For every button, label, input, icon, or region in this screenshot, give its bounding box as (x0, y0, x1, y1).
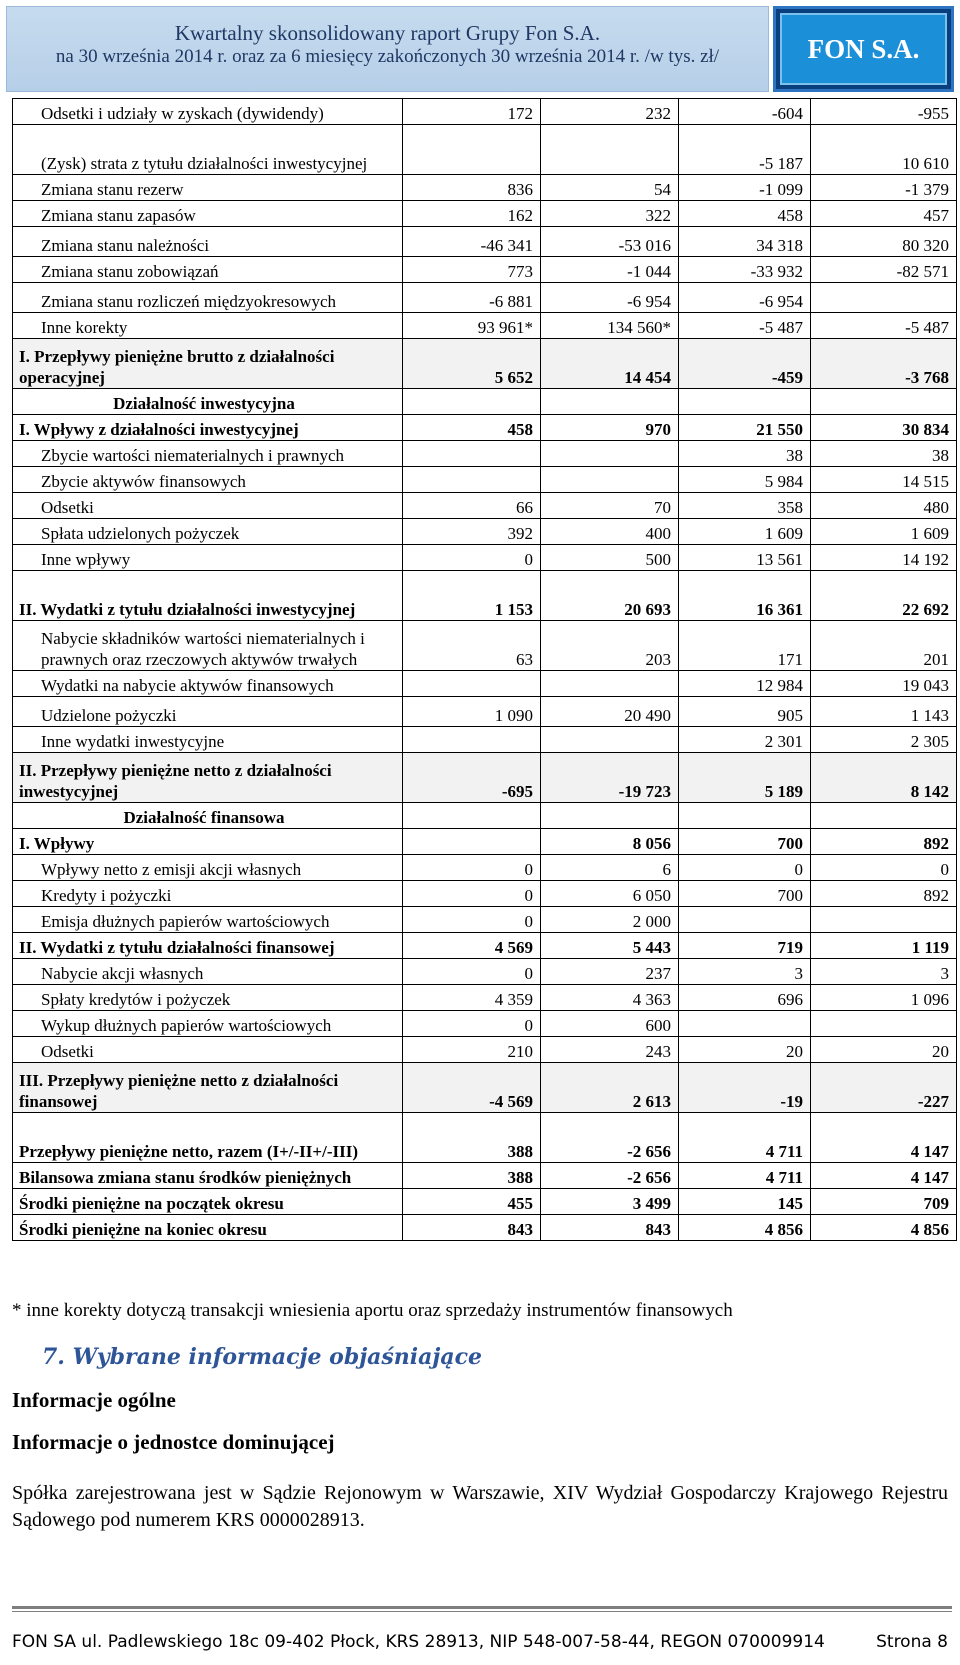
cell-value (811, 907, 957, 933)
cell-value: -5 487 (811, 313, 957, 339)
cell-value: 54 (541, 175, 679, 201)
cell-value: 172 (403, 99, 541, 125)
cell-value: 34 318 (679, 227, 811, 257)
cell-value: 458 (403, 415, 541, 441)
cell-value: 0 (403, 907, 541, 933)
cell-value: -33 932 (679, 257, 811, 283)
row-label: Spłata udzielonych pożyczek (13, 519, 403, 545)
cell-value (403, 125, 541, 175)
cell-value: 6 050 (541, 881, 679, 907)
table-row (13, 803, 957, 829)
cell-value: -955 (811, 99, 957, 125)
table-row (13, 125, 957, 175)
cell-value (403, 671, 541, 697)
cell-value: 4 359 (403, 985, 541, 1011)
cell-value (811, 283, 957, 313)
cell-value: 843 (403, 1215, 541, 1241)
cell-value: 203 (541, 621, 679, 671)
cell-value (403, 441, 541, 467)
cell-value: -2 656 (541, 1163, 679, 1189)
cell-value: 13 561 (679, 545, 811, 571)
row-label: Zmiana stanu rezerw (13, 175, 403, 201)
cell-value: 210 (403, 1037, 541, 1063)
cell-value: 0 (403, 881, 541, 907)
cell-value: -5 187 (679, 125, 811, 175)
cell-value: 892 (811, 829, 957, 855)
cell-value (541, 467, 679, 493)
cell-value: 80 320 (811, 227, 957, 257)
cell-value: -1 044 (541, 257, 679, 283)
cell-value: 600 (541, 1011, 679, 1037)
cell-value: 134 560* (541, 313, 679, 339)
page-header (6, 6, 954, 92)
row-label: (Zysk) strata z tytułu działalności inwestycyjnej (13, 125, 403, 175)
cell-value: 14 515 (811, 467, 957, 493)
cell-value: 10 610 (811, 125, 957, 175)
table-row (13, 467, 957, 493)
company-logo (773, 6, 954, 92)
cell-value: 14 192 (811, 545, 957, 571)
cell-value: 700 (679, 829, 811, 855)
company-address: FON SA ul. Padlewskiego 18c 09-402 Płock, KRS 28913, NIP 548-007-58-44, REGON 070009914 (12, 1632, 825, 1652)
cell-value: 20 (679, 1037, 811, 1063)
table-row (13, 959, 957, 985)
cell-value: 20 693 (541, 571, 679, 621)
row-label: Zbycie wartości niematerialnych i prawnych (13, 441, 403, 467)
table-footnote: * inne korekty dotyczą transakcji wniesienia aportu oraz sprzedaży instrumentów finansowych (12, 1300, 733, 1321)
cell-value: 905 (679, 697, 811, 727)
cell-value: 2 613 (541, 1063, 679, 1113)
cell-value: 773 (403, 257, 541, 283)
cell-value: 66 (403, 493, 541, 519)
cell-value: -1 379 (811, 175, 957, 201)
row-label: Inne korekty (13, 313, 403, 339)
cell-value: 1 119 (811, 933, 957, 959)
row-label: Nabycie akcji własnych (13, 959, 403, 985)
table-row (13, 933, 957, 959)
row-label: Kredyty i pożyczki (13, 881, 403, 907)
cell-value: 709 (811, 1189, 957, 1215)
row-label: Środki pieniężne na początek okresu (13, 1189, 403, 1215)
cell-value: 1 090 (403, 697, 541, 727)
row-label: Wykup dłużnych papierów wartościowych (13, 1011, 403, 1037)
footer-divider (12, 1606, 952, 1609)
cell-value: -3 768 (811, 339, 957, 389)
row-label: Inne wpływy (13, 545, 403, 571)
table-row (13, 257, 957, 283)
cell-value: -459 (679, 339, 811, 389)
report-title: Kwartalny skonsolidowany raport Grupy Fon S.A. (174, 21, 601, 45)
table-row (13, 1037, 957, 1063)
row-label: II. Przepływy pieniężne netto z działalności inwestycyjnej (13, 753, 403, 803)
cell-value: 38 (679, 441, 811, 467)
cell-value: 843 (541, 1215, 679, 1241)
cell-value: 22 692 (811, 571, 957, 621)
cell-value: 3 (679, 959, 811, 985)
cell-value (541, 125, 679, 175)
cell-value: 4 856 (811, 1215, 957, 1241)
cell-value: 0 (403, 959, 541, 985)
table-row (13, 227, 957, 257)
cell-value: 162 (403, 201, 541, 227)
cell-value: 500 (541, 545, 679, 571)
cell-value: 30 834 (811, 415, 957, 441)
cell-value: 1 153 (403, 571, 541, 621)
cell-value: 4 569 (403, 933, 541, 959)
table-row (13, 985, 957, 1011)
cell-value: 5 652 (403, 339, 541, 389)
cell-value: 836 (403, 175, 541, 201)
row-label: Wpływy netto z emisji akcji własnych (13, 855, 403, 881)
table-row (13, 727, 957, 753)
cell-value (679, 907, 811, 933)
row-label: II. Wydatki z tytułu działalności inwestycyjnej (13, 571, 403, 621)
cell-value: 4 363 (541, 985, 679, 1011)
cell-value: 4 711 (679, 1163, 811, 1189)
cell-value: -604 (679, 99, 811, 125)
cell-value: 400 (541, 519, 679, 545)
cell-value: 480 (811, 493, 957, 519)
row-label: II. Wydatki z tytułu działalności finansowej (13, 933, 403, 959)
row-label: Emisja dłużnych papierów wartościowych (13, 907, 403, 933)
cell-value: 458 (679, 201, 811, 227)
cell-value: 21 550 (679, 415, 811, 441)
cell-value: -6 954 (679, 283, 811, 313)
cell-value: 171 (679, 621, 811, 671)
row-label: Spłaty kredytów i pożyczek (13, 985, 403, 1011)
table-row (13, 313, 957, 339)
cell-value: 145 (679, 1189, 811, 1215)
table-row (13, 1063, 957, 1113)
table-row (13, 201, 957, 227)
cell-value: 358 (679, 493, 811, 519)
cell-value: 0 (811, 855, 957, 881)
cell-value (541, 727, 679, 753)
cell-value (403, 727, 541, 753)
cell-value: 3 499 (541, 1189, 679, 1215)
table-row (13, 519, 957, 545)
cash-flow-table (12, 98, 957, 1241)
row-label: Zmiana stanu zapasów (13, 201, 403, 227)
cell-value: 8 056 (541, 829, 679, 855)
row-label: Środki pieniężne na koniec okresu (13, 1215, 403, 1241)
row-label: III. Przepływy pieniężne netto z działalności finansowej (13, 1063, 403, 1113)
page-footer (12, 1632, 952, 1652)
table-row (13, 175, 957, 201)
cell-value: 388 (403, 1113, 541, 1163)
cell-value: 970 (541, 415, 679, 441)
cell-value: 16 361 (679, 571, 811, 621)
row-label: Nabycie składników wartości niematerialnych i prawnych oraz rzeczowych aktywów trwałych (13, 621, 403, 671)
cell-value: 63 (403, 621, 541, 671)
cell-value: 2 301 (679, 727, 811, 753)
page-number: Strona 8 (876, 1632, 948, 1652)
cell-value: 232 (541, 99, 679, 125)
cell-value: -6 954 (541, 283, 679, 313)
cell-value: 2 305 (811, 727, 957, 753)
cell-value (811, 1011, 957, 1037)
cell-value: 892 (811, 881, 957, 907)
row-label: I. Przepływy pieniężne brutto z działalności operacyjnej (13, 339, 403, 389)
row-label: Odsetki (13, 493, 403, 519)
cell-value: 1 143 (811, 697, 957, 727)
row-label: Wydatki na nabycie aktywów finansowych (13, 671, 403, 697)
registration-paragraph: Spółka zarejestrowana jest w Sądzie Rejonowym w Warszawie, XIV Wydział Gospodarczy Krajowego Rejestru Sądowego pod numerem KRS 0000028913. (12, 1482, 948, 1531)
table-row (13, 671, 957, 697)
cell-value: 4 711 (679, 1113, 811, 1163)
cell-value: 19 043 (811, 671, 957, 697)
cell-value: 457 (811, 201, 957, 227)
cell-value: 93 961* (403, 313, 541, 339)
cell-value: 700 (679, 881, 811, 907)
table-row (13, 99, 957, 125)
cell-value: 0 (403, 1011, 541, 1037)
table-row (13, 753, 957, 803)
cell-value: 20 (811, 1037, 957, 1063)
table-row (13, 1163, 957, 1189)
table-row (13, 1011, 957, 1037)
row-label: Zmiana stanu rozliczeń międzyokresowych (13, 283, 403, 313)
cell-value: 4 856 (679, 1215, 811, 1241)
report-subtitle: na 30 września 2014 r. oraz za 6 miesięcy zakończonych 30 września 2014 r. /w tys. zł/ (55, 46, 720, 67)
row-label: Zbycie aktywów finansowych (13, 467, 403, 493)
footer-divider-thin (12, 1611, 952, 1612)
cell-value (541, 441, 679, 467)
row-label: Udzielone pożyczki (13, 697, 403, 727)
cell-value (403, 829, 541, 855)
cell-value: 6 (541, 855, 679, 881)
cell-value: 5 189 (679, 753, 811, 803)
cell-value: 388 (403, 1163, 541, 1189)
table-row (13, 493, 957, 519)
table-row (13, 441, 957, 467)
table-row (13, 881, 957, 907)
table-row (13, 339, 957, 389)
section-label: Działalność inwestycyjna (13, 389, 403, 415)
cell-value: -227 (811, 1063, 957, 1113)
cell-value: 0 (403, 855, 541, 881)
cell-value: 243 (541, 1037, 679, 1063)
table-row (13, 855, 957, 881)
table-row (13, 389, 957, 415)
cell-value: -46 341 (403, 227, 541, 257)
row-label: Odsetki (13, 1037, 403, 1063)
cell-value: -5 487 (679, 313, 811, 339)
cell-value: 12 984 (679, 671, 811, 697)
cell-value: -19 723 (541, 753, 679, 803)
header-banner (6, 6, 769, 92)
table-row (13, 571, 957, 621)
cell-value: 1 096 (811, 985, 957, 1011)
cell-value: 322 (541, 201, 679, 227)
cell-value (679, 1011, 811, 1037)
cell-value: 3 (811, 959, 957, 985)
cell-value: 38 (811, 441, 957, 467)
row-label: I. Wpływy (13, 829, 403, 855)
row-label: Bilansowa zmiana stanu środków pieniężnych (13, 1163, 403, 1189)
table-row (13, 1215, 957, 1241)
cell-value: 237 (541, 959, 679, 985)
cell-value: -4 569 (403, 1063, 541, 1113)
cell-value: 70 (541, 493, 679, 519)
cell-value: 2 000 (541, 907, 679, 933)
table-row (13, 415, 957, 441)
row-label: Zmiana stanu należności (13, 227, 403, 257)
cell-value: -2 656 (541, 1113, 679, 1163)
section-label: Działalność finansowa (13, 803, 403, 829)
cell-value: -1 099 (679, 175, 811, 201)
cell-value: -82 571 (811, 257, 957, 283)
cell-value: 392 (403, 519, 541, 545)
cell-value: 1 609 (679, 519, 811, 545)
row-label: Przepływy pieniężne netto, razem (I+/-II+/-III) (13, 1113, 403, 1163)
row-label: I. Wpływy z działalności inwestycyjnej (13, 415, 403, 441)
table-row (13, 1113, 957, 1163)
table-row (13, 697, 957, 727)
cell-value (403, 467, 541, 493)
row-label: Inne wydatki inwestycyjne (13, 727, 403, 753)
cell-value: -53 016 (541, 227, 679, 257)
cell-value: -6 881 (403, 283, 541, 313)
cell-value: 8 142 (811, 753, 957, 803)
cell-value (541, 671, 679, 697)
row-label: Odsetki i udziały w zyskach (dywidendy) (13, 99, 403, 125)
cell-value: 201 (811, 621, 957, 671)
cell-value: 5 984 (679, 467, 811, 493)
cell-value: 0 (403, 545, 541, 571)
cell-value: 455 (403, 1189, 541, 1215)
cell-value: 1 609 (811, 519, 957, 545)
cell-value: 4 147 (811, 1163, 957, 1189)
heading-parent-entity: Informacje o jednostce dominującej (12, 1430, 335, 1454)
table-row (13, 1189, 957, 1215)
logo-text: FON S.A. (780, 13, 947, 85)
table-row (13, 545, 957, 571)
table-row (13, 283, 957, 313)
heading-general-info: Informacje ogólne (12, 1388, 176, 1412)
cell-value: 719 (679, 933, 811, 959)
table-row (13, 907, 957, 933)
cell-value: -19 (679, 1063, 811, 1113)
cell-value: 0 (679, 855, 811, 881)
cell-value: 5 443 (541, 933, 679, 959)
row-label: Zmiana stanu zobowiązań (13, 257, 403, 283)
section-heading: 7. Wybrane informacje objaśniające (42, 1344, 483, 1370)
table-row (13, 621, 957, 671)
cell-value: 14 454 (541, 339, 679, 389)
cell-value: -695 (403, 753, 541, 803)
cell-value: 4 147 (811, 1113, 957, 1163)
table-row (13, 829, 957, 855)
cell-value: 20 490 (541, 697, 679, 727)
cell-value: 696 (679, 985, 811, 1011)
